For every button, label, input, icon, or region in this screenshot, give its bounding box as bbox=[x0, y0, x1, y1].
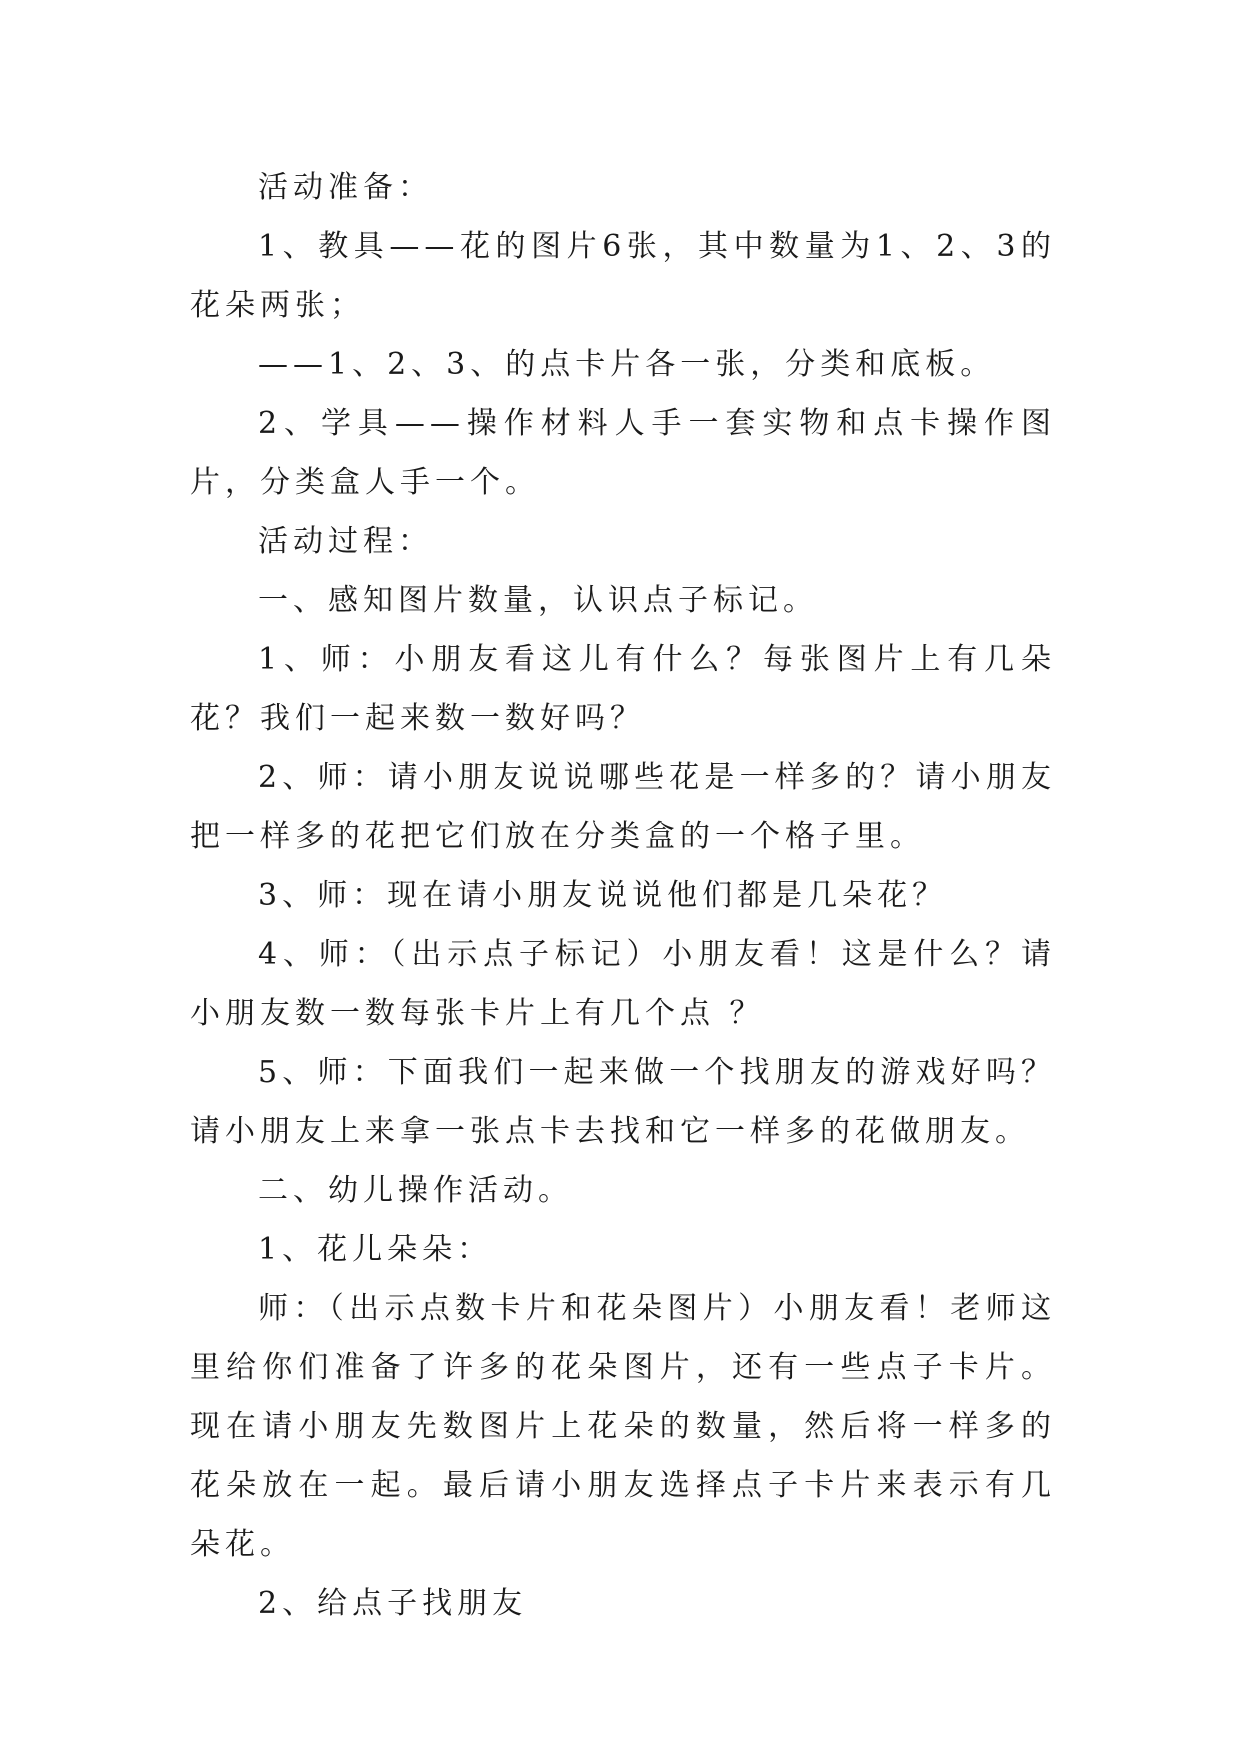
paragraph-flowers: 1、花儿朵朵： bbox=[258, 1232, 493, 1267]
section-heading-process: 活动过程： bbox=[258, 524, 433, 559]
paragraph-teacher-2: 2、师：请小朋友说说哪些花是一样多的？请小朋友把一样多的花把它们放在分类盒的一个格子里。 bbox=[190, 760, 1056, 854]
document-body bbox=[190, 158, 1056, 1633]
paragraph-find-friends: 2、给点子找朋友 bbox=[258, 1586, 528, 1621]
paragraph-learning-aids: 2、学具——操作材料人手一套实物和点卡操作图片，分类盒人手一个。 bbox=[190, 406, 1056, 500]
paragraph-step-one: 一、感知图片数量，认识点子标记。 bbox=[258, 583, 818, 618]
paragraph-teaching-aids: 1、教具——花的图片6张，其中数量为1、2、3的花朵两张； bbox=[190, 229, 1056, 323]
section-heading-preparation: 活动准备： bbox=[258, 170, 433, 205]
paragraph-dot-cards: ——1、2、3、的点卡片各一张，分类和底板。 bbox=[258, 347, 996, 382]
paragraph-teacher-5: 5、师：下面我们一起来做一个找朋友的游戏好吗？请小朋友上来拿一张点卡去找和它一样多的花做朋友。 bbox=[190, 1055, 1056, 1149]
paragraph-teacher-flowers: 师：（出示点数卡片和花朵图片）小朋友看！老师这里给你们准备了许多的花朵图片，还有一些点子卡片。现在请小朋友先数图片上花朵的数量，然后将一样多的花朵放在一起。最后请小朋友选择点子卡片来表示有几朵花。 bbox=[190, 1291, 1056, 1562]
paragraph-teacher-4: 4、师：（出示点子标记）小朋友看！这是什么？请小朋友数一数每张卡片上有几个点 ？ bbox=[190, 937, 1056, 1031]
paragraph-teacher-3: 3、师：现在请小朋友说说他们都是几朵花？ bbox=[258, 878, 948, 913]
paragraph-teacher-1: 1、师：小朋友看这儿有什么？每张图片上有几朵花？我们一起来数一数好吗？ bbox=[190, 642, 1056, 736]
paragraph-step-two: 二、幼儿操作活动。 bbox=[258, 1173, 573, 1208]
